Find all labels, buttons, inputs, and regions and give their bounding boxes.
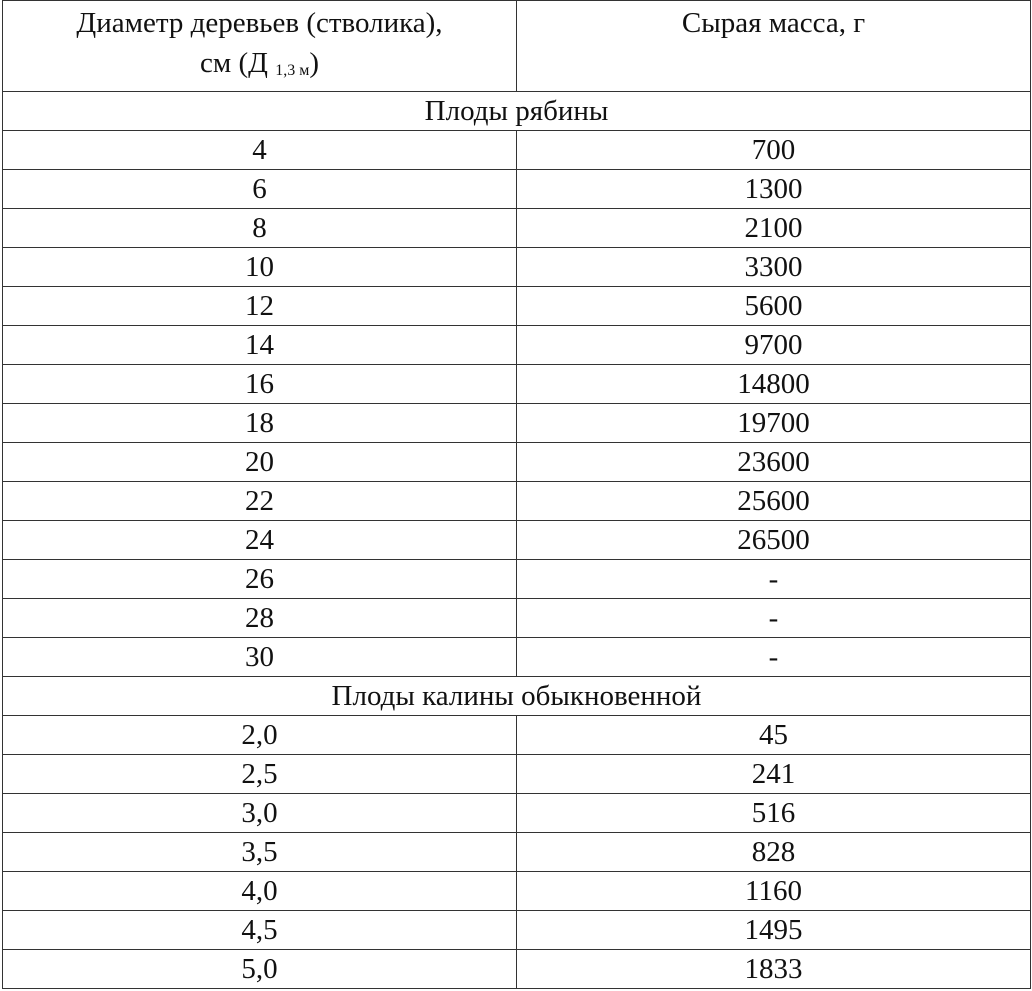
table-row <box>3 911 1031 950</box>
section-title: Плоды рябины <box>3 92 1031 131</box>
table-row <box>3 521 1031 560</box>
table-row <box>3 404 1031 443</box>
cell-mass: 45 <box>517 716 1031 755</box>
table-row <box>3 248 1031 287</box>
cell-diameter: 2,0 <box>3 716 517 755</box>
table-row <box>3 131 1031 170</box>
table-body <box>3 92 1031 989</box>
cell-diameter: 28 <box>3 599 517 638</box>
cell-diameter: 20 <box>3 443 517 482</box>
cell-diameter: 3,0 <box>3 794 517 833</box>
cell-mass: 25600 <box>517 482 1031 521</box>
cell-diameter: 24 <box>3 521 517 560</box>
table-row <box>3 950 1031 989</box>
table-row <box>3 794 1031 833</box>
cell-diameter: 26 <box>3 560 517 599</box>
cell-mass: 14800 <box>517 365 1031 404</box>
table-row <box>3 755 1031 794</box>
section-row <box>3 92 1031 131</box>
cell-diameter: 2,5 <box>3 755 517 794</box>
header-mass: Сырая масса, г <box>517 1 1031 92</box>
cell-mass: 1160 <box>517 872 1031 911</box>
cell-mass: 241 <box>517 755 1031 794</box>
cell-mass: 5600 <box>517 287 1031 326</box>
cell-diameter: 5,0 <box>3 950 517 989</box>
header-diameter-line2-prefix: см (Д <box>200 47 268 79</box>
cell-mass: 23600 <box>517 443 1031 482</box>
cell-mass: 2100 <box>517 209 1031 248</box>
cell-mass: 3300 <box>517 248 1031 287</box>
table-row <box>3 209 1031 248</box>
table-row <box>3 365 1031 404</box>
table-row <box>3 560 1031 599</box>
cell-mass: 9700 <box>517 326 1031 365</box>
cell-diameter: 30 <box>3 638 517 677</box>
cell-mass: - <box>517 560 1031 599</box>
header-diameter-subscript: 1,3 м <box>275 62 310 79</box>
table-row <box>3 872 1031 911</box>
cell-mass: 1833 <box>517 950 1031 989</box>
section-title: Плоды калины обыкновенной <box>3 677 1031 716</box>
cell-diameter: 16 <box>3 365 517 404</box>
table-row <box>3 170 1031 209</box>
table-row <box>3 716 1031 755</box>
table-row <box>3 287 1031 326</box>
cell-diameter: 4,0 <box>3 872 517 911</box>
cell-diameter: 12 <box>3 287 517 326</box>
cell-mass: - <box>517 638 1031 677</box>
table-row <box>3 443 1031 482</box>
header-diameter-line1: Диаметр деревьев (стволика), <box>76 7 443 39</box>
data-table <box>2 0 1031 989</box>
table-row <box>3 326 1031 365</box>
cell-mass: 700 <box>517 131 1031 170</box>
cell-diameter: 3,5 <box>3 833 517 872</box>
table-row <box>3 638 1031 677</box>
cell-diameter: 6 <box>3 170 517 209</box>
cell-mass: - <box>517 599 1031 638</box>
cell-mass: 19700 <box>517 404 1031 443</box>
cell-mass: 828 <box>517 833 1031 872</box>
cell-diameter: 4 <box>3 131 517 170</box>
cell-diameter: 18 <box>3 404 517 443</box>
cell-mass: 1300 <box>517 170 1031 209</box>
cell-diameter: 4,5 <box>3 911 517 950</box>
table-row <box>3 599 1031 638</box>
cell-diameter: 10 <box>3 248 517 287</box>
cell-diameter: 22 <box>3 482 517 521</box>
section-row <box>3 677 1031 716</box>
header-row <box>3 1 1031 92</box>
cell-diameter: 8 <box>3 209 517 248</box>
table-row <box>3 482 1031 521</box>
cell-diameter: 14 <box>3 326 517 365</box>
cell-mass: 1495 <box>517 911 1031 950</box>
table-row <box>3 833 1031 872</box>
cell-mass: 26500 <box>517 521 1031 560</box>
header-diameter <box>3 1 517 92</box>
header-diameter-line2-suffix: ) <box>309 47 319 79</box>
cell-mass: 516 <box>517 794 1031 833</box>
